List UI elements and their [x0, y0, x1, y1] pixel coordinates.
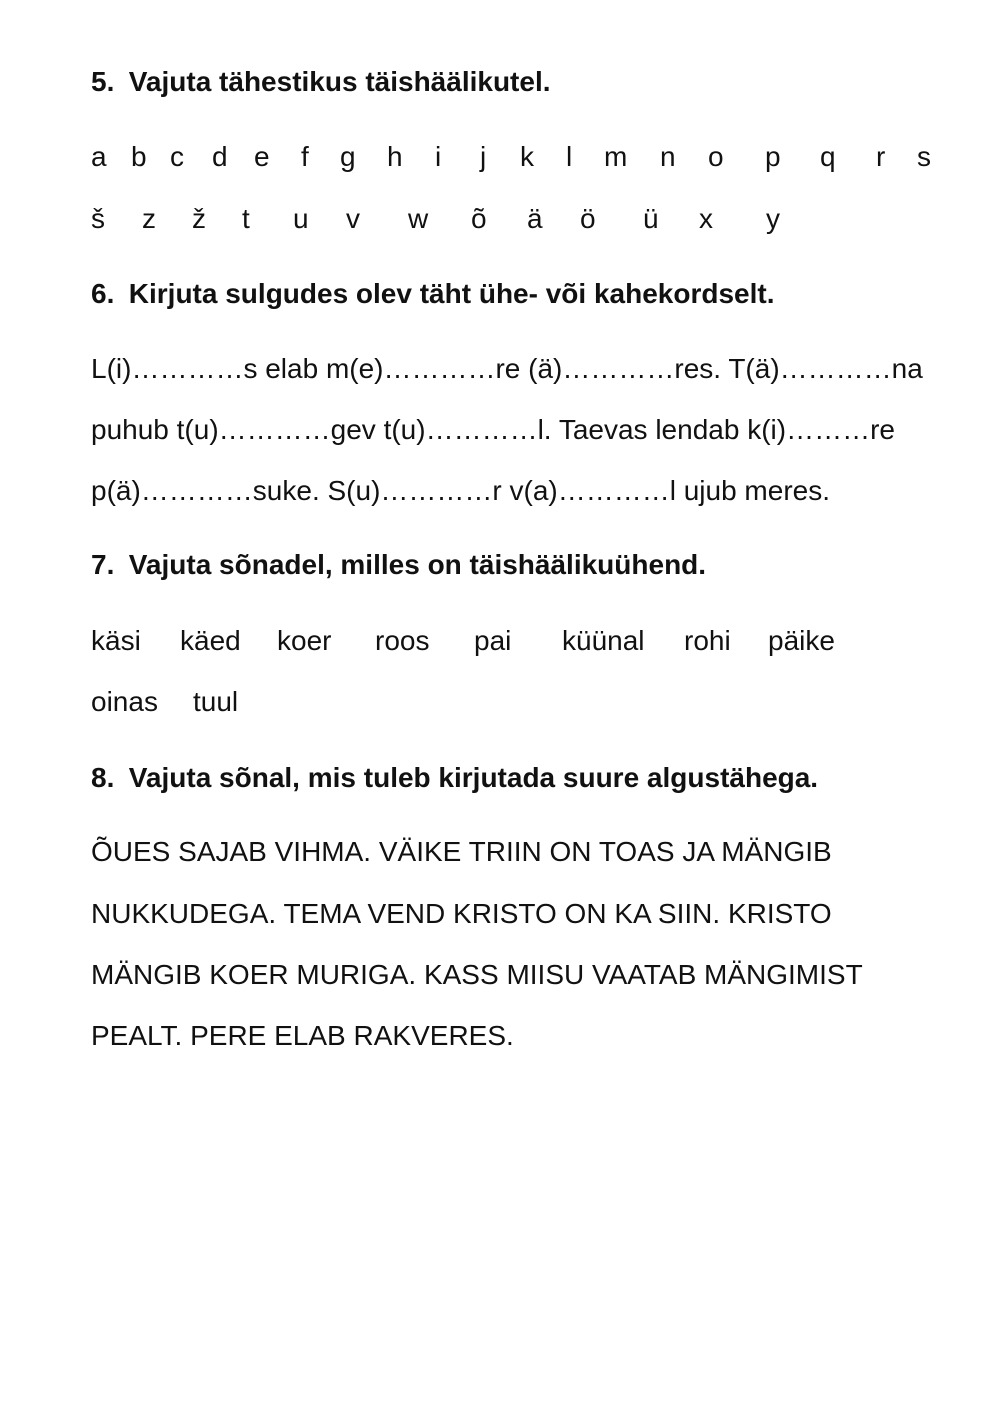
- alphabet-letter[interactable]: š: [91, 203, 105, 234]
- alphabet-letter[interactable]: y: [766, 203, 780, 234]
- fill-in-line-3: p(ä)…………suke. S(u)…………r v(a)…………l ujub meres.: [91, 475, 831, 506]
- alphabet-letter[interactable]: w: [408, 203, 429, 234]
- question-7-number: 7.: [91, 549, 115, 580]
- alphabet-letter[interactable]: c: [170, 141, 184, 172]
- passage-line-2: [91, 897, 832, 931]
- question-5-heading: [91, 65, 551, 99]
- passage-word[interactable]: ON: [549, 836, 592, 867]
- passage-word[interactable]: PEALT.: [91, 1020, 183, 1051]
- passage-word[interactable]: PERE: [190, 1020, 267, 1051]
- passage-word[interactable]: NUKKUDEGA.: [91, 898, 277, 929]
- alphabet-letter[interactable]: ü: [643, 203, 659, 234]
- alphabet-letter[interactable]: f: [301, 141, 309, 172]
- passage-word[interactable]: RAKVERES.: [353, 1020, 514, 1051]
- alphabet-letter[interactable]: s: [917, 141, 931, 172]
- alphabet-letter[interactable]: b: [131, 141, 147, 172]
- question-8-number: 8.: [91, 762, 115, 793]
- alphabet-letter[interactable]: i: [435, 141, 442, 172]
- passage-word[interactable]: MURIGA.: [296, 959, 417, 990]
- passage-word[interactable]: VÄIKE: [378, 836, 462, 867]
- alphabet-letter[interactable]: n: [660, 141, 676, 172]
- alphabet-letter[interactable]: o: [708, 141, 724, 172]
- alphabet-letter[interactable]: k: [520, 141, 534, 172]
- passage-word[interactable]: VIHMA.: [274, 836, 372, 867]
- alphabet-letter[interactable]: t: [242, 203, 250, 234]
- question-8-heading: [91, 761, 818, 795]
- word-option[interactable]: tuul: [193, 686, 239, 717]
- question-8-title: Vajuta sõnal, mis tuleb kirjutada suure algustähega.: [128, 762, 819, 793]
- word-option[interactable]: roos: [375, 625, 430, 656]
- word-option[interactable]: küünal: [562, 625, 645, 656]
- passage-word[interactable]: KASS: [423, 959, 499, 990]
- question-7-heading: [91, 548, 706, 582]
- alphabet-letter[interactable]: x: [699, 203, 713, 234]
- passage-word[interactable]: MÄNGIB: [721, 836, 832, 867]
- alphabet-letter[interactable]: l: [566, 141, 573, 172]
- passage-word[interactable]: JA: [682, 836, 714, 867]
- question-5-number: 5.: [91, 66, 115, 97]
- passage-word[interactable]: KRISTO: [453, 898, 557, 929]
- passage-word[interactable]: SIIN.: [657, 898, 721, 929]
- alphabet-letter[interactable]: j: [480, 141, 487, 172]
- question-7-title: Vajuta sõnadel, milles on täishäälikuühend.: [128, 549, 707, 580]
- alphabet-letter[interactable]: u: [293, 203, 309, 234]
- alphabet-letter[interactable]: m: [604, 141, 628, 172]
- word-option[interactable]: käed: [180, 625, 241, 656]
- question-5-title: Vajuta tähestikus täishäälikutel.: [128, 66, 551, 97]
- fill-in-line-1: L(i)…………s elab m(e)…………re (ä)…………res. T(ä)…………na: [91, 353, 923, 384]
- alphabet-letter[interactable]: a: [91, 141, 107, 172]
- alphabet-letter[interactable]: ž: [192, 203, 206, 234]
- passage-word[interactable]: ON: [564, 898, 607, 929]
- passage-line-4: [91, 1019, 514, 1053]
- passage-word[interactable]: MIISU: [506, 959, 585, 990]
- alphabet-letter[interactable]: z: [142, 203, 156, 234]
- alphabet-letter[interactable]: ä: [527, 203, 543, 234]
- passage-word[interactable]: KRISTO: [727, 898, 832, 929]
- word-option[interactable]: koer: [277, 625, 332, 656]
- alphabet-letter[interactable]: e: [254, 141, 270, 172]
- word-option[interactable]: rohi: [684, 625, 731, 656]
- passage-word[interactable]: TRIIN: [468, 836, 542, 867]
- passage-word[interactable]: MÄNGIMIST: [704, 959, 863, 990]
- alphabet-letter[interactable]: q: [820, 141, 836, 172]
- alphabet-letter[interactable]: g: [340, 141, 356, 172]
- alphabet-letter[interactable]: õ: [471, 203, 487, 234]
- passage-word[interactable]: TEMA: [283, 898, 360, 929]
- word-option[interactable]: päike: [768, 625, 835, 656]
- question-6-number: 6.: [91, 278, 115, 309]
- alphabet-letter[interactable]: ö: [580, 203, 596, 234]
- passage-word[interactable]: KA: [614, 898, 651, 929]
- passage-word[interactable]: ELAB: [274, 1020, 346, 1051]
- passage-line-1: [91, 835, 832, 869]
- passage-word[interactable]: ÕUES: [91, 836, 171, 867]
- alphabet-letter[interactable]: p: [765, 141, 781, 172]
- question-6-heading: [91, 277, 774, 311]
- word-option[interactable]: käsi: [91, 625, 141, 656]
- passage-word[interactable]: VEND: [367, 898, 446, 929]
- passage-word[interactable]: KOER: [209, 959, 289, 990]
- passage-word[interactable]: VAATAB: [592, 959, 697, 990]
- alphabet-letter[interactable]: h: [387, 141, 403, 172]
- alphabet-letter[interactable]: r: [876, 141, 886, 172]
- alphabet-letter[interactable]: v: [346, 203, 360, 234]
- passage-word[interactable]: SAJAB: [178, 836, 267, 867]
- passage-line-3: [91, 958, 863, 992]
- word-option[interactable]: pai: [474, 625, 512, 656]
- fill-in-line-2: puhub t(u)…………gev t(u)…………l. Taevas lendab k(i)………re: [91, 414, 895, 445]
- question-6-title: Kirjuta sulgudes olev täht ühe- või kahekordselt.: [128, 278, 775, 309]
- passage-word[interactable]: MÄNGIB: [91, 959, 202, 990]
- passage-word[interactable]: TOAS: [598, 836, 675, 867]
- word-option[interactable]: oinas: [91, 686, 158, 717]
- alphabet-letter[interactable]: d: [212, 141, 228, 172]
